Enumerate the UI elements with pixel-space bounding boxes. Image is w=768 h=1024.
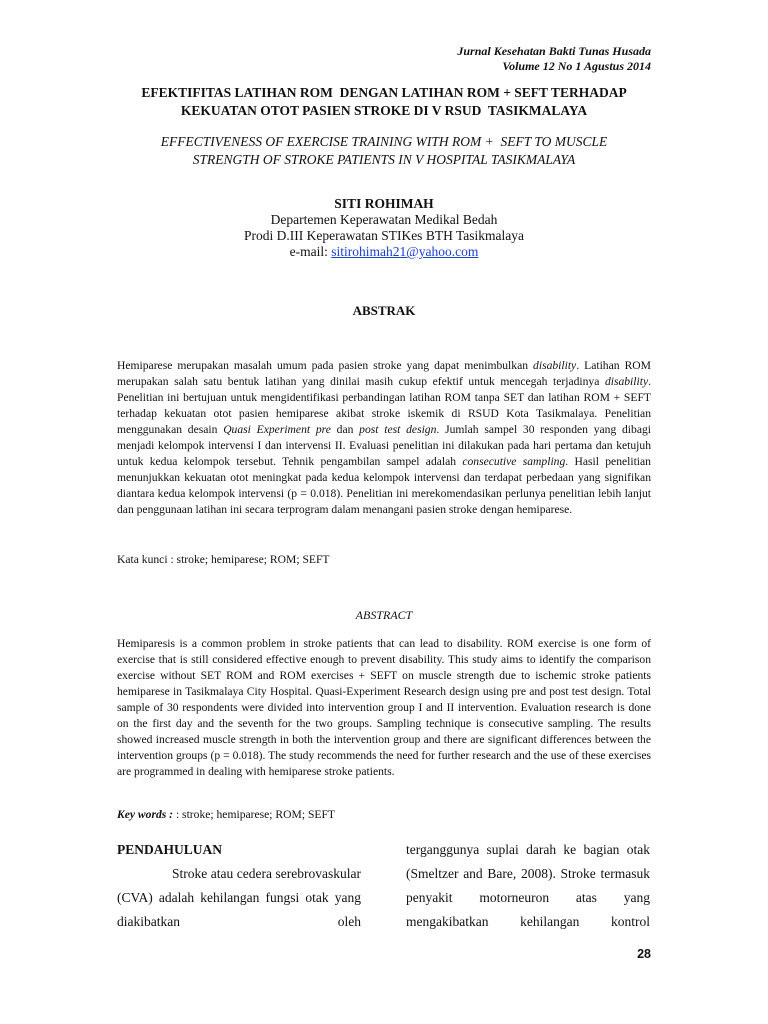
author-block — [100, 196, 668, 260]
abstrak-paragraph — [117, 358, 651, 518]
body-column-left — [117, 838, 361, 934]
title-indonesian — [100, 84, 668, 120]
journal-volume: Volume 12 No 1 Agustus 2014 — [502, 59, 651, 73]
abstract-keywords — [117, 808, 651, 821]
abstrak-text-1: Hemiparese merupakan masalah umum pada pasien stroke yang dapat menimbulkan — [117, 359, 534, 372]
author-program: Prodi D.III Keperawatan STIKes BTH Tasikmalaya — [244, 228, 524, 243]
abstrak-text-2: . Latihan ROM merupakan salah satu bentuk latihan yang dinilai masih cukup efektif untuk mencegah terjadinya — [117, 359, 651, 388]
keywords-list: : stroke; hemiparese; ROM; SEFT — [175, 808, 336, 821]
title-english-line-1: EFFECTIVENESS OF EXERCISE TRAINING WITH ROM + SEFT TO MUSCLE — [160, 134, 608, 149]
abstract-heading: ABSTRACT — [355, 608, 413, 622]
abstrak-keywords: Kata kunci : stroke; hemiparese; ROM; SEFT — [117, 553, 330, 566]
author-name: SITI ROHIMAH — [334, 196, 434, 211]
abstrak-text-3: . Penelitian ini bertujuan untuk mengidentifikasi perbandingan latihan ROM tanpa SET dan latihan ROM + SEFT terhadap kekuatan otot pasien hemiparese akibat stroke iskemik di RSUD Kota Tasikmalaya. Penelitian menggunakan desain — [117, 375, 651, 436]
email-link[interactable]: sitirohimah21@yahoo.com — [331, 244, 479, 259]
journal-name: Jurnal Kesehatan Bakti Tunas Husada — [457, 44, 651, 58]
abstrak-text-5: . Jumlah sampel 30 responden yang dibagi menjadi kelompok intervensi I dan intervensi II. Evaluasi penelitian ini dilakukan pada hari pertama dan ketujuh untuk kedua kelompok tersebut. Tehnik pengambilan sampel adalah — [117, 423, 651, 468]
body-column-right — [406, 838, 650, 934]
abstrak-em-5: consecutive sampling — [462, 455, 566, 468]
abstract-paragraph: Hemiparesis is a common problem in stroke patients that can lead to disability. ROM exercise is one form of exercise that is still considered effective enough to prevent disability. This study aims to identify the comparison exercise without SET ROM and ROM exercises + SEFT on muscle strength due to ischemic stroke patients hemiparese in Tasikmalaya City Hospital. Quasi-Experiment Research design using pre and post test design. Total sample of 30 respondents were divided into intervention group I and II intervention. Evaluation research is done on the first day and the seventh for the two groups. Sampling technique is consecutive sampling. The results showed increased muscle strength in both the intervention group and there are significant differences between the intervention groups (p = 0.018). The study recommends the need for further research and the use of these exercises are programmed in dealing with hemiparese stroke patients. — [117, 637, 651, 778]
abstrak-em-3: Quasi Experiment pre — [223, 423, 331, 436]
abstrak-heading: ABSTRAK — [352, 303, 416, 318]
abstrak-em-2: disability — [604, 375, 649, 388]
section-heading: PENDAHULUAN — [117, 842, 223, 857]
title-indonesian-line-2: KEKUATAN OTOT PASIEN STROKE DI V RSUD TASIKMALAYA — [180, 103, 588, 118]
abstrak-em-1: disability — [533, 359, 577, 372]
title-english-line-2: STRENGTH OF STROKE PATIENTS IN V HOSPITAL TASIKMALAYA — [192, 152, 576, 167]
abstrak-em-4: post test design — [359, 423, 437, 436]
title-indonesian-line-1: EFEKTIFITAS LATIHAN ROM DENGAN LATIHAN ROM + SEFT TERHADAP — [141, 85, 627, 100]
body-text-left: Stroke atau cedera serebrovaskular (CVA) adalah kehilangan fungsi otak yang diakibatkan oleh — [117, 866, 361, 929]
body-text-right: terganggunya suplai darah ke bagian otak (Smeltzer and Bare, 2008). Stroke termasuk penyakit motorneuron atas yang mengakibatkan kehilangan kontrol — [406, 842, 650, 929]
author-department: Departemen Keperawatan Medikal Bedah — [270, 212, 498, 227]
abstrak-text-6: . Hasil penelitian menunjukkan kekuatan otot meningkat pada kedua kelompok intervensi dan terdapat perbedaan yang signifikan diantara kedua kelompok intervensi (p = 0.018). Penelitian ini merekomendasikan perlunya penelitian lebih lanjut dan penggunaan latihan ini secara terprogram dalam menangani pasien stroke dengan hemiparese. — [117, 455, 651, 516]
title-english — [100, 133, 668, 169]
page-number: 28 — [637, 947, 651, 961]
author-contact — [100, 244, 668, 260]
abstrak-text-4: dan — [330, 423, 360, 436]
email-label: e-mail: — [289, 244, 332, 259]
keywords-label: Key words : — [117, 808, 176, 821]
journal-header — [457, 44, 651, 74]
